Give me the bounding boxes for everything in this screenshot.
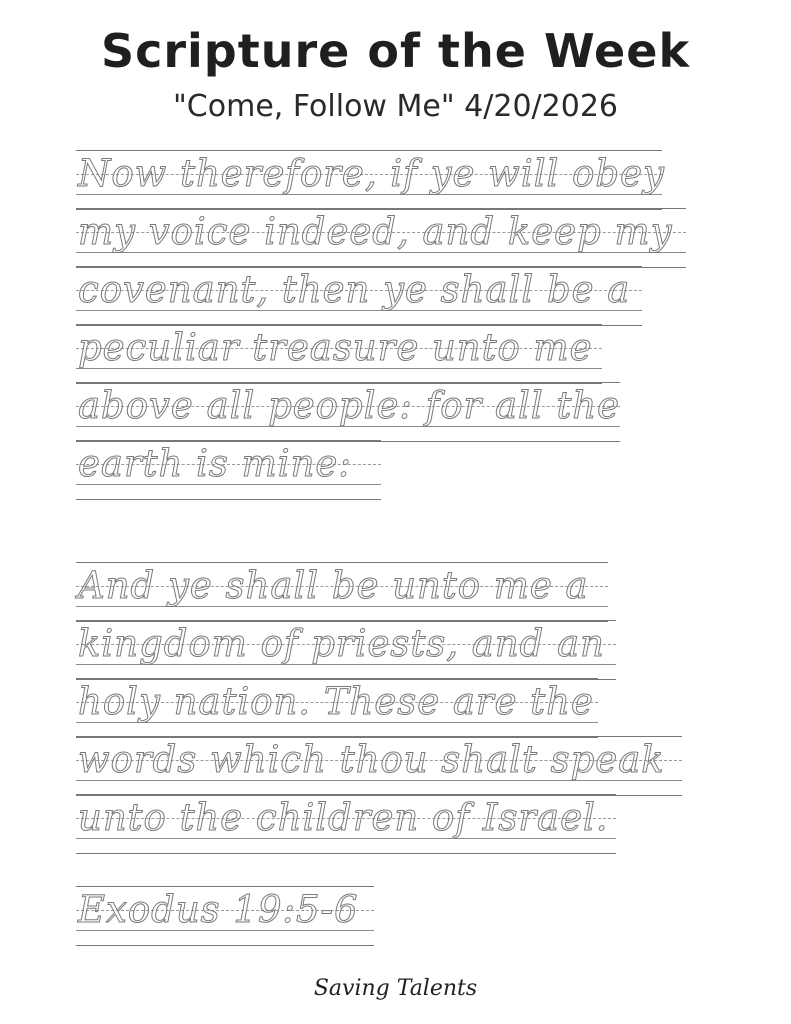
trace-text: earth is mine: [78, 442, 352, 485]
trace-text: above all people: for all the [78, 384, 621, 427]
trace-text: peculiar treasure unto me [78, 326, 593, 369]
trace-text: unto the children of Israel. [78, 796, 609, 839]
trace-text: Now therefore, if ye will obey [78, 152, 665, 195]
trace-text: And ye shall be unto me a [78, 564, 589, 607]
trace-text: my voice indeed, and keep my [78, 210, 673, 253]
trace-text: Exodus 19:5-6 [78, 888, 359, 931]
trace-text: kingdom of priests, and an [78, 622, 605, 665]
page-title: Scripture of the Week [100, 24, 691, 78]
trace-text: words which thou shalt speak [78, 738, 665, 781]
trace-text: holy nation. These are the [78, 680, 594, 723]
brand-signature: Saving Talents [313, 976, 478, 1001]
page-subtitle: "Come, Follow Me" 4/20/2026 [173, 89, 618, 124]
trace-text: covenant, then ye shall be a [78, 268, 631, 311]
